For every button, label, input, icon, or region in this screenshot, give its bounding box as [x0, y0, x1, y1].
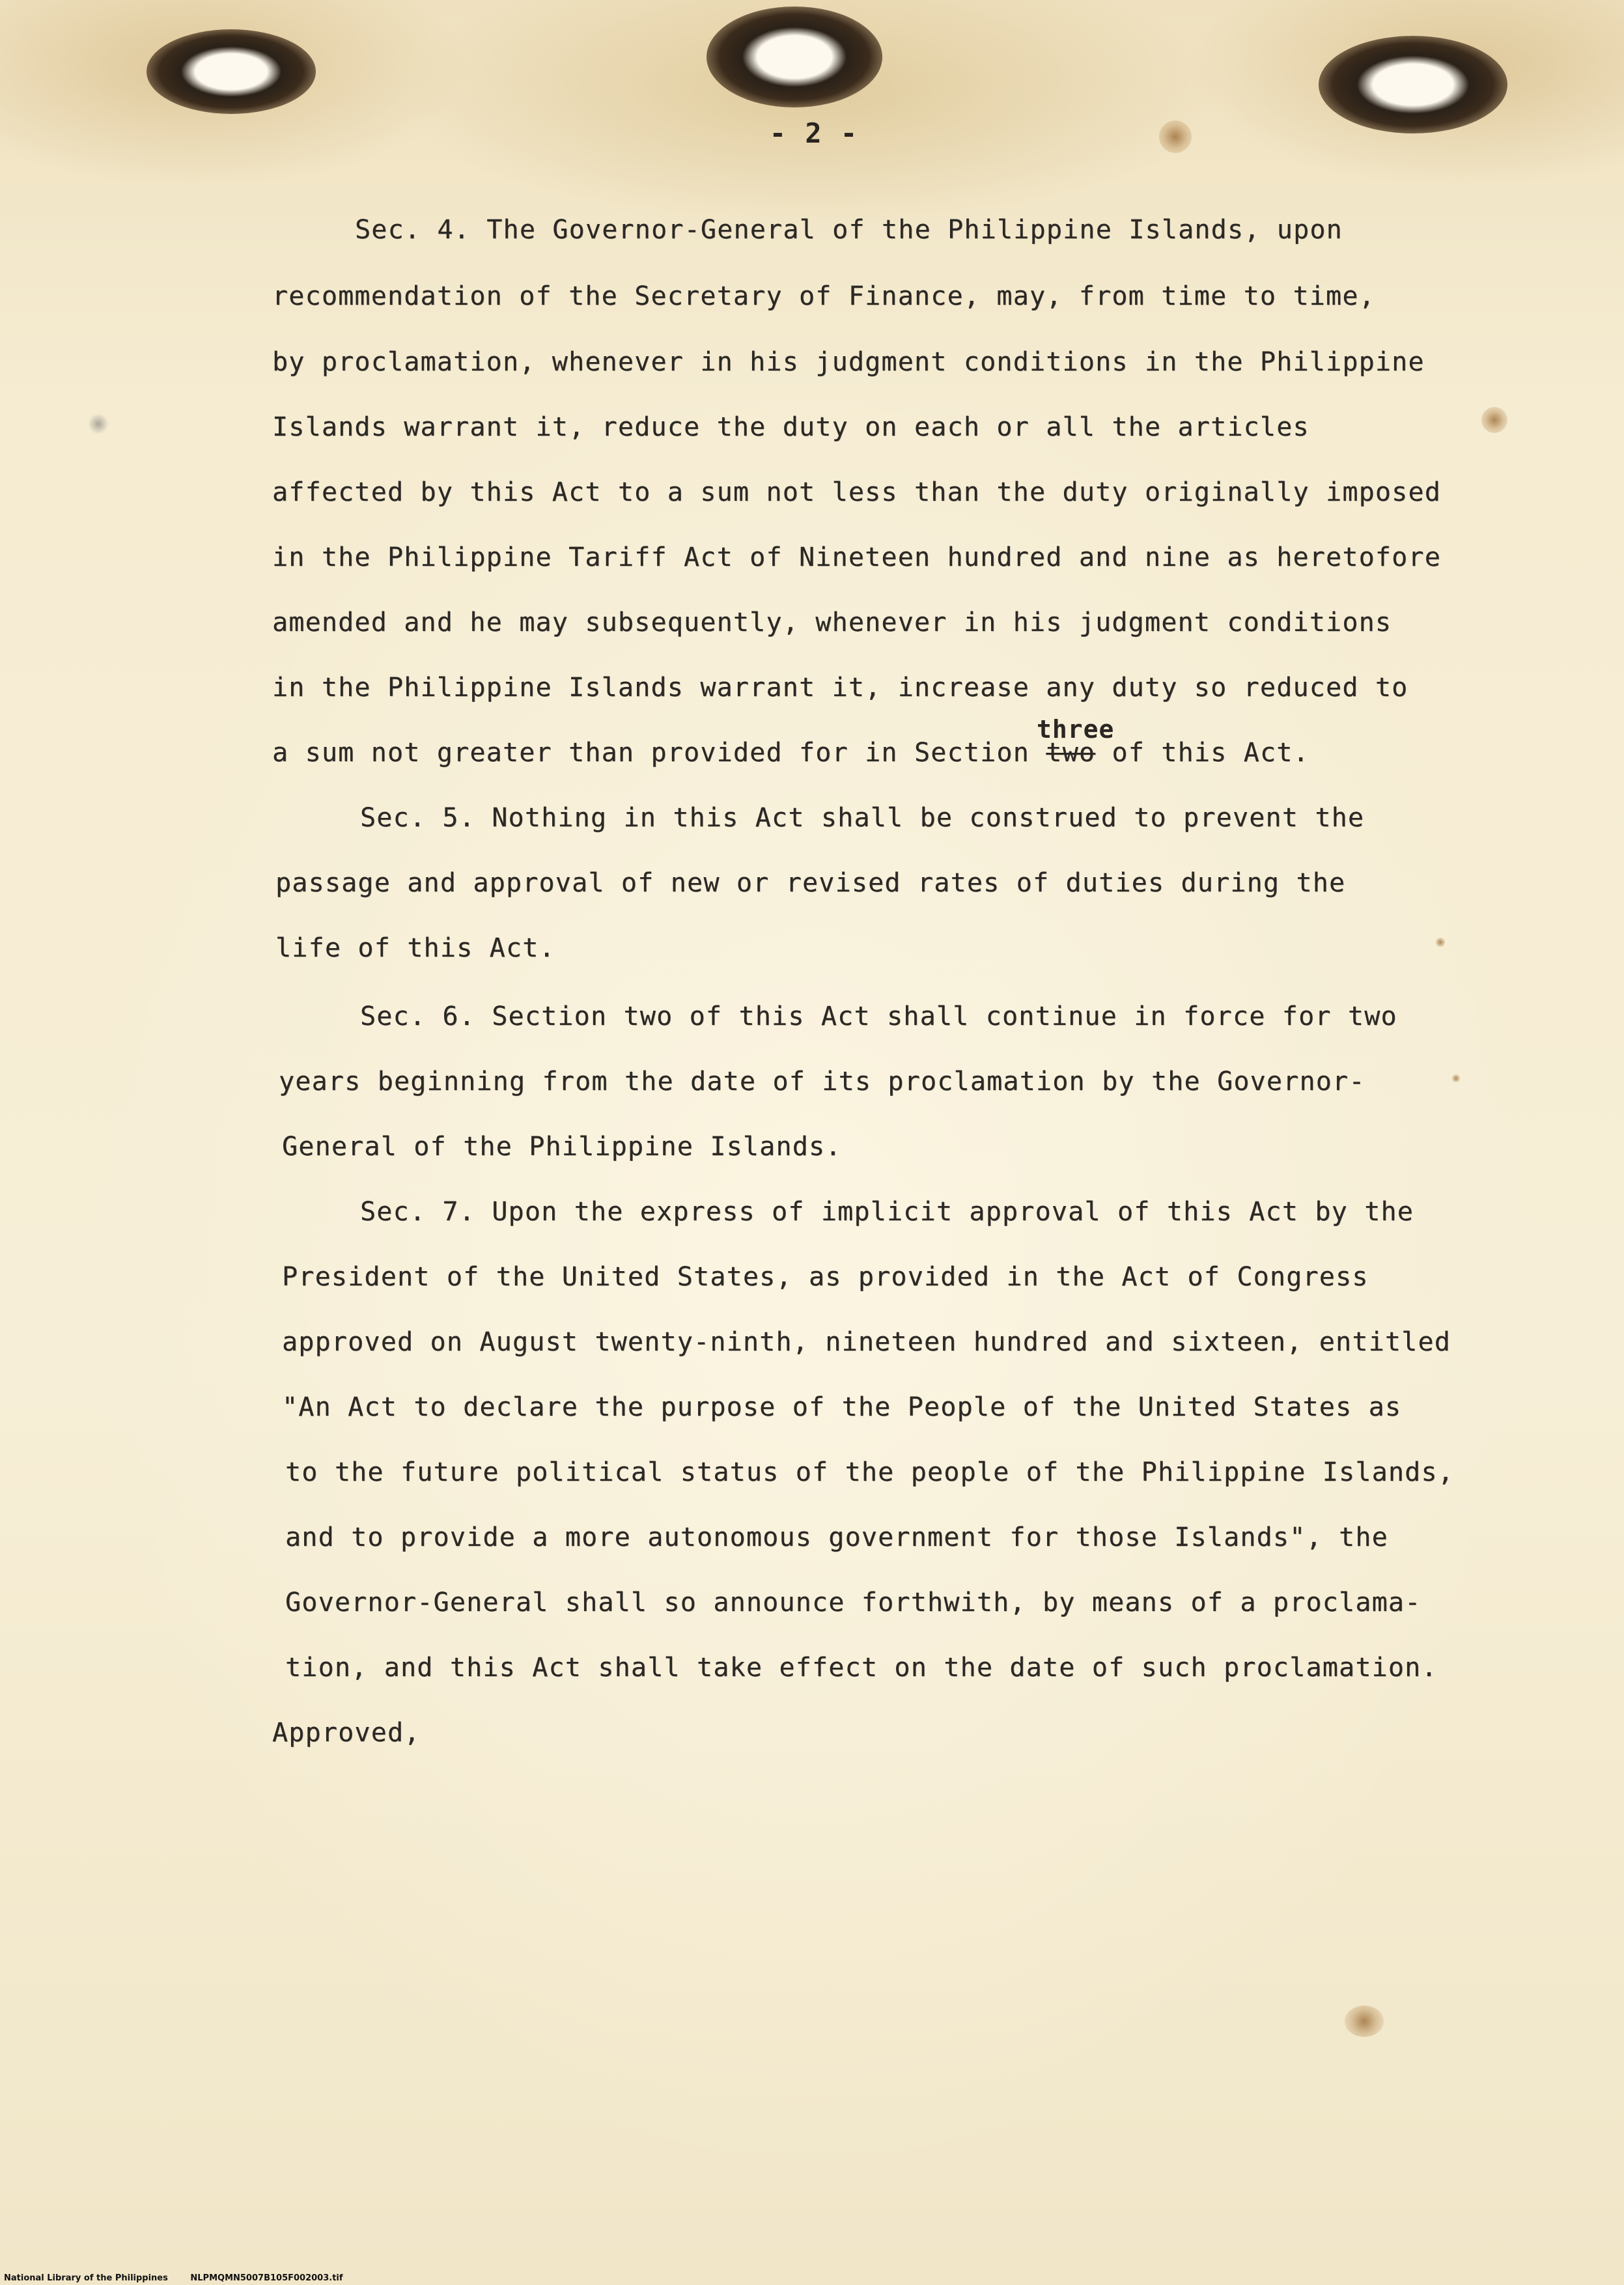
body-line: years beginning from the date of its proclamation by the Governor- [279, 1067, 1365, 1097]
body-line-end: of this Act. [1112, 738, 1309, 768]
footer-library: National Library of the Philippines [4, 2273, 168, 2283]
stain-spot [1345, 2006, 1384, 2037]
body-line-approved: Approved, [272, 1718, 421, 1748]
body-line: General of the Philippine Islands. [282, 1132, 842, 1162]
body-line: recommendation of the Secretary of Finance, may, from time to time, [272, 281, 1375, 311]
stain-spot [1159, 120, 1192, 153]
body-line: Sec. 7. Upon the express of implicit approval of this Act by the [360, 1197, 1414, 1227]
footer-file-code: NLPMQMN5007B105F002003.tif [190, 2273, 343, 2283]
stain-spot [1452, 1074, 1460, 1082]
body-line: to the future political status of the people of the Philippine Islands, [285, 1457, 1455, 1487]
body-line: Sec. 5. Nothing in this Act shall be construed to prevent the [360, 803, 1365, 833]
body-line-with-correction [272, 738, 1309, 768]
stain-spot [1436, 938, 1445, 947]
body-line: amended and he may subsequently, whenever in his judgment conditions [272, 608, 1392, 638]
body-line: in the Philippine Islands warrant it, increase any duty so reduced to [272, 673, 1408, 703]
page-number: - 2 - [769, 117, 859, 149]
scan-footer [0, 2271, 343, 2285]
burn-hole-right [1319, 36, 1507, 133]
body-line: Islands warrant it, reduce the duty on each or all the articles [272, 412, 1309, 442]
body-line-text: a sum not greater than provided for in Section [272, 738, 1029, 768]
body-line: Sec. 4. The Governor-General of the Philippine Islands, upon [355, 215, 1343, 245]
body-line: President of the United States, as provided in the Act of Congress [282, 1262, 1369, 1292]
burn-hole-left [147, 29, 316, 114]
struck-word: two [1046, 738, 1096, 768]
body-line: tion, and this Act shall take effect on the date of such proclamation. [285, 1653, 1438, 1683]
body-line: affected by this Act to a sum not less than the duty originally imposed [272, 477, 1442, 507]
body-line: approved on August twenty-ninth, nineteen hundred and sixteen, entitled [282, 1327, 1451, 1357]
burn-hole-center [707, 7, 882, 107]
handwritten-insertion: three [1037, 715, 1115, 744]
body-line: "An Act to declare the purpose of the People of the United States as [282, 1392, 1402, 1422]
body-line: and to provide a more autonomous government for those Islands", the [285, 1522, 1388, 1552]
body-line: life of this Act. [275, 933, 555, 963]
body-line: Sec. 6. Section two of this Act shall continue in force for two [360, 1002, 1397, 1031]
body-line: Governor-General shall so announce forthwith, by means of a proclama- [285, 1588, 1421, 1618]
body-line: by proclamation, whenever in his judgment conditions in the Philippine [272, 347, 1425, 377]
body-line: in the Philippine Tariff Act of Nineteen hundred and nine as heretofore [272, 542, 1442, 572]
stain-spot [1481, 407, 1507, 433]
body-line: passage and approval of new or revised rates of duties during the [275, 868, 1346, 898]
stain-spot [88, 414, 109, 434]
